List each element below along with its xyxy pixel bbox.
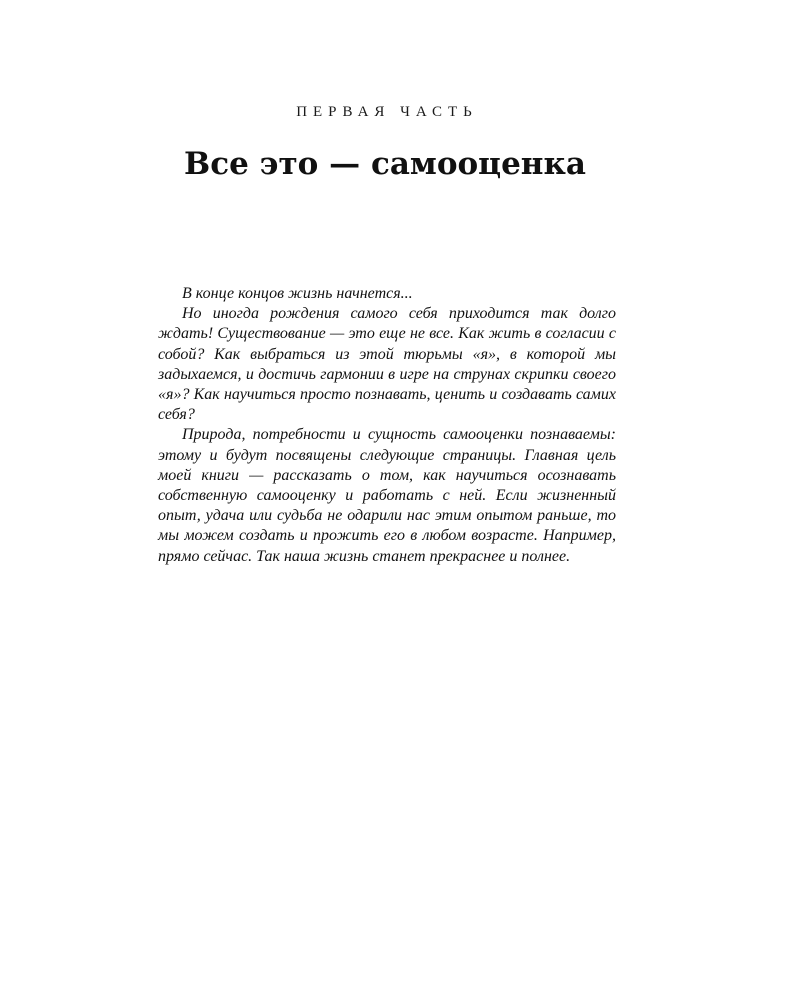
paragraph: Природа, потребности и сущность самооценки познаваемы: этому и будут посвящены следующие страницы. Главная цель моей книги — рассказать о том, как научиться осознавать собственную самооценку и работать с ней. Если жизненный опыт, удача или судьба не одарили нас этим опытом раньше, то мы можем создать и прожить его в любом возрасте. Например, прямо сейчас. Так наша жизнь станет прекраснее и полнее. xyxy=(158,426,616,565)
paragraph: В конце концов жизнь начнется... xyxy=(182,285,413,302)
body-text xyxy=(158,284,616,567)
paragraph: Но иногда рождения самого себя приходится так долго ждать! Существование — это еще не все. Как жить в согласии с собой? Как выбраться из этой тюрьмы «я», в которой мы задыхаемся, и достичь гармонии в игре на струнах скрипки своего «я»? Как научиться просто познавать, ценить и создавать самих себя? xyxy=(158,305,616,424)
chapter-title: Все это — самооценка xyxy=(184,146,586,182)
part-label: ПЕРВАЯ ЧАСТЬ xyxy=(296,104,478,120)
